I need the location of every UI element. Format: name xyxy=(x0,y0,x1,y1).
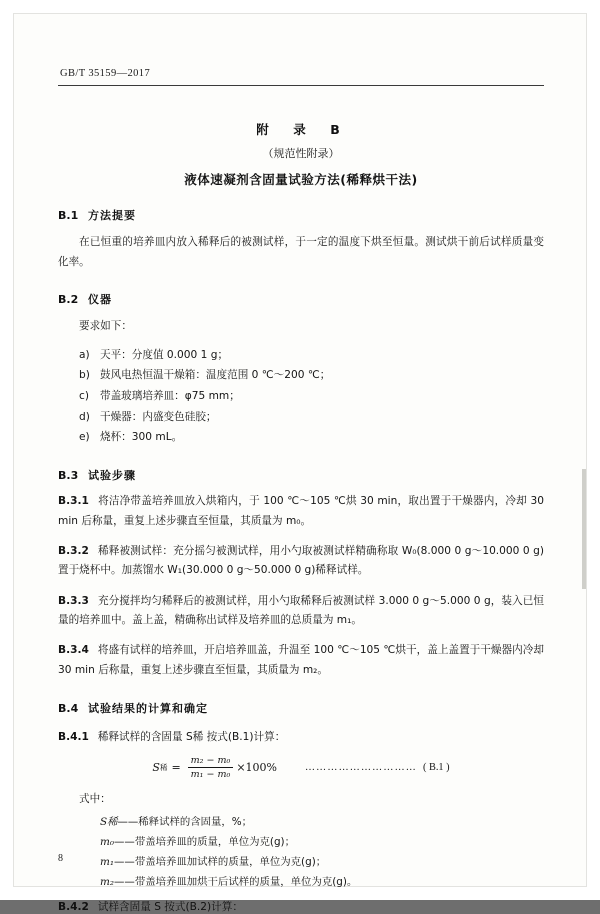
clause-b31 xyxy=(58,492,544,531)
section-b1-heading xyxy=(58,207,544,223)
section-b1-title: 方法提要 xyxy=(88,209,136,222)
definition-text: ——稀释试样的含固量，%； xyxy=(117,815,253,828)
list-item-label: e) xyxy=(79,431,90,444)
clause-b41 xyxy=(58,729,544,744)
list-item-text: 天平：分度值 0.000 1 g； xyxy=(100,348,229,361)
clause-b31-text: 将洁净带盖培养皿放入烘箱内，于 100 ℃～105 ℃烘 30 min，取出置于干燥器内，冷却 30 min 后称量，重复上述步骤直至恒量，其质量为 m₀。 xyxy=(58,495,544,527)
formula-denominator: m₁ − m₀ xyxy=(190,768,231,780)
definition-item xyxy=(58,812,544,832)
list-item-text: 带盖玻璃培养皿：φ75 mm； xyxy=(100,390,240,403)
definition-symbol: S稀 xyxy=(100,815,118,828)
section-b4-heading xyxy=(58,700,544,716)
section-b3-number: B.3 xyxy=(58,469,79,483)
list-item xyxy=(58,365,544,386)
list-item-label: b) xyxy=(79,369,90,382)
where-label: 式中： xyxy=(79,792,111,805)
list-item-text: 鼓风电热恒温干燥箱：温度范围 0 ℃～200 ℃； xyxy=(100,369,331,382)
formula-b1 xyxy=(152,755,449,780)
annex-title: 液体速凝剂含固量试验方法(稀释烘干法) xyxy=(184,172,418,187)
definition-item xyxy=(58,832,544,852)
section-b3-title: 试验步骤 xyxy=(88,469,136,483)
definition-text: ——带盖培养皿加试样的质量，单位为克(g)； xyxy=(114,856,327,869)
section-b2-number: B.2 xyxy=(58,293,79,307)
definition-text: ——带盖培养皿加烘干后试样的质量，单位为克(g)。 xyxy=(114,876,358,889)
paper-sheet xyxy=(14,14,586,913)
formula-b1-row xyxy=(58,755,544,780)
formula-equals: = xyxy=(171,760,181,774)
clause-b34-text: 将盛有试样的培养皿，开启培养皿盖，升温至 100 ℃～105 ℃烘干，盖上盖置于干燥器内冷却 30 min 后称量，重复上述步骤直至恒量，其质量为 m₂。 xyxy=(58,644,544,676)
clause-b33-number: B.3.3 xyxy=(58,594,89,607)
list-item xyxy=(58,345,544,366)
clause-b31-number: B.3.1 xyxy=(58,495,89,508)
formula-multiplier: ×100% xyxy=(236,760,277,774)
list-item-text: 干燥器：内盛变色硅胶； xyxy=(100,410,217,423)
clause-b32-number: B.3.2 xyxy=(58,544,89,557)
annex-type: （规范性附录） xyxy=(262,147,340,160)
section-b2-title: 仪器 xyxy=(88,293,112,307)
section-b1-paragraph: 在已恒重的培养皿内放入稀释后的被测试样，于一定的温度下烘至恒量。测试烘干前后试样质量变化率。 xyxy=(58,236,544,268)
clause-b34 xyxy=(58,641,544,680)
clause-b34-number: B.3.4 xyxy=(58,644,89,657)
clause-b42-text: 试样含固量 S 按式(B.2)计算： xyxy=(97,900,243,913)
list-item-label: d) xyxy=(79,410,90,423)
list-item-label: a) xyxy=(79,348,90,361)
page-content xyxy=(58,68,544,914)
list-item xyxy=(58,386,544,407)
section-b3-heading xyxy=(58,467,544,483)
standard-number: GB/T 35159—2017 xyxy=(60,68,151,79)
formula-lhs-subscript: 稀 xyxy=(159,762,168,772)
formula-number: ( B.1 ) xyxy=(422,761,450,773)
section-b1-number: B.1 xyxy=(58,209,79,222)
definition-item xyxy=(58,852,544,872)
clause-b41-number: B.4.1 xyxy=(58,730,89,743)
section-b4-number: B.4 xyxy=(58,701,79,715)
section-b2-lead: 要求如下： xyxy=(79,320,132,333)
definition-text: ——带盖培养皿的质量，单位为克(g)； xyxy=(114,835,295,848)
clause-b42 xyxy=(58,899,544,914)
list-item xyxy=(58,427,544,448)
definition-item xyxy=(58,872,544,892)
definition-symbol: m₂ xyxy=(100,876,115,889)
definition-symbol: m₀ xyxy=(100,835,115,848)
clause-b33 xyxy=(58,592,544,631)
header-rule xyxy=(58,85,544,86)
formula-numerator: m₂ − m₀ xyxy=(190,754,231,766)
section-b4-title: 试验结果的计算和确定 xyxy=(88,701,208,715)
annex-heading xyxy=(58,120,544,188)
formula-fraction xyxy=(188,755,234,780)
definition-symbol: m₁ xyxy=(100,856,115,869)
page-number: 8 xyxy=(58,853,63,864)
list-item-label: c) xyxy=(79,390,89,403)
formula-lhs: S xyxy=(152,760,160,774)
annex-label: 附 录 B xyxy=(256,122,346,137)
list-item-text: 烧杯：300 mL。 xyxy=(100,431,183,444)
clause-b42-number: B.4.2 xyxy=(58,900,89,913)
instrument-list xyxy=(58,345,544,448)
section-b2-heading xyxy=(58,291,544,307)
formula-leader-dots: ………………………… xyxy=(304,761,417,773)
clause-b32-text: 稀释被测试样：充分摇匀被测试样，用小勺取被测试样精确称取 W₀(8.000 0 g～10.000 0 g)置于烧杯中。加蒸馏水 W₁(30.000 0 g～50.000 0 g)稀释试样。 xyxy=(58,544,544,577)
clause-b41-text: 稀释试样的含固量 S稀 按式(B.1)计算： xyxy=(97,730,286,743)
clause-b33-text: 充分搅拌均匀稀释后的被测试样，用小勺取稀释后被测试样 3.000 0 g～5.000 0 g，装入已恒量的培养皿中。盖上盖，精确称出试样及培养皿的总质量为 m₁。 xyxy=(58,594,544,627)
symbol-definition-list xyxy=(58,812,544,893)
clause-b32 xyxy=(58,542,544,581)
page-edge-mark xyxy=(582,469,586,589)
list-item xyxy=(58,407,544,428)
